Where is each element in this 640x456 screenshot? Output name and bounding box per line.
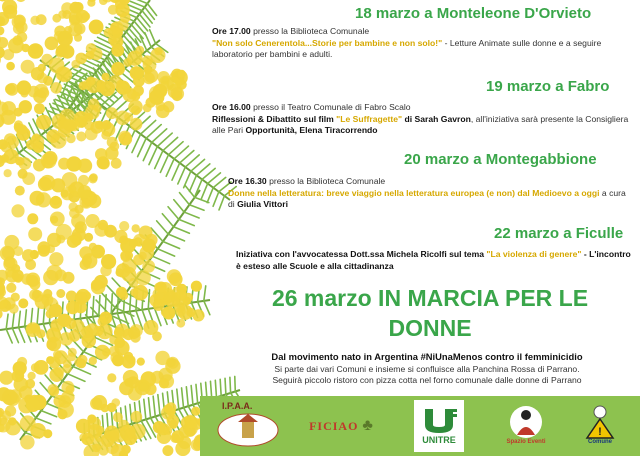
comune-logo-text: Comune	[588, 439, 612, 445]
march-line2: Seguirà piccolo ristoro con pizza cotta nel forno comunale dalle donne di Parrano	[272, 375, 582, 385]
ipaa-logo-text: I.P.A.A.	[222, 401, 253, 411]
march-title	[240, 283, 620, 343]
event-heading-monteleone: 18 marzo a Monteleone D'Orvieto	[355, 5, 592, 22]
march-line1: Si parte dai vari Comuni e insieme si confluisce alla Panchina Rossa di Parrano.	[274, 363, 580, 374]
event-title: Donne nella letteratura: breve viaggio nella letteratura europea (e non) dal Medioevo a oggi	[228, 187, 600, 198]
march-details	[222, 351, 632, 387]
ipaa-logo	[214, 400, 282, 448]
event-details-monteleone	[212, 26, 632, 61]
event-description: , all'iniziativa sarà presente la Consigliera alle Pari	[212, 113, 629, 135]
event-place: presso il Teatro Comunale di Fabro Scalo	[253, 102, 411, 112]
figure-icon	[509, 405, 543, 439]
event-time: Ore 16.30	[228, 176, 267, 186]
event-time: Ore 17.00	[212, 26, 251, 36]
unitre-logo-text: UNITRE	[422, 435, 456, 445]
event-title: "La violenza di genere"	[486, 249, 582, 259]
unitre-u-icon	[419, 407, 459, 435]
crest-icon	[585, 405, 615, 439]
ficiao-logo	[302, 412, 380, 440]
event-details-fabro	[212, 102, 632, 137]
spazio-eventi-text: Spazio Eventi	[506, 439, 546, 445]
spazio-eventi-logo	[506, 398, 546, 452]
march-title-line2: DONNE	[388, 315, 472, 341]
event-intro: Riflessioni & Dibattito sul film	[212, 113, 334, 124]
event-heading-montegabbione: 20 marzo a Montegabbione	[404, 151, 597, 168]
event-title: "Non solo Cenerentola...Storie per bambine e non solo!"	[212, 37, 443, 48]
march-subtitle: Dal movimento nato in Argentina #NiUnaMenos contro il femminicidio	[271, 351, 583, 362]
event-time: Ore 16.00	[212, 102, 251, 112]
event-details-montegabbione	[228, 176, 628, 211]
event-author: di Sarah Gavron	[404, 113, 471, 124]
event-description: - L'incontro è esteso alle Scuole e alla cittadinanza	[236, 249, 631, 271]
event-intro: Iniziativa con l'avvocatessa Dott.ssa Michela Ricolfi sul tema	[236, 249, 485, 259]
tree-icon: ♣	[362, 417, 373, 434]
event-guest: Giulia Vittori	[237, 199, 289, 209]
ficiao-logo-text: FICIAO	[309, 418, 359, 433]
march-title-line1: 26 marzo IN MARCIA PER LE	[271, 285, 589, 311]
comune-logo	[578, 398, 622, 452]
event-heading-fabro: 19 marzo a Fabro	[486, 78, 610, 95]
event-description: - Letture Animate sulle donne e a seguire laboratorio per bambini e adulti.	[212, 37, 602, 59]
event-details-ficulle	[236, 249, 632, 272]
event-place: presso la Biblioteca Comunale	[269, 176, 386, 186]
event-description: a cura di	[228, 187, 626, 209]
event-heading-ficulle: 22 marzo a Ficulle	[494, 225, 624, 242]
event-guest: Opportunità, Elena Tiracorrendo	[245, 125, 378, 135]
svg-text:!: !	[598, 426, 602, 438]
unitre-logo	[414, 400, 464, 452]
event-place: presso la Biblioteca Comunale	[253, 26, 370, 36]
event-title: "Le Suffragette"	[336, 113, 403, 124]
